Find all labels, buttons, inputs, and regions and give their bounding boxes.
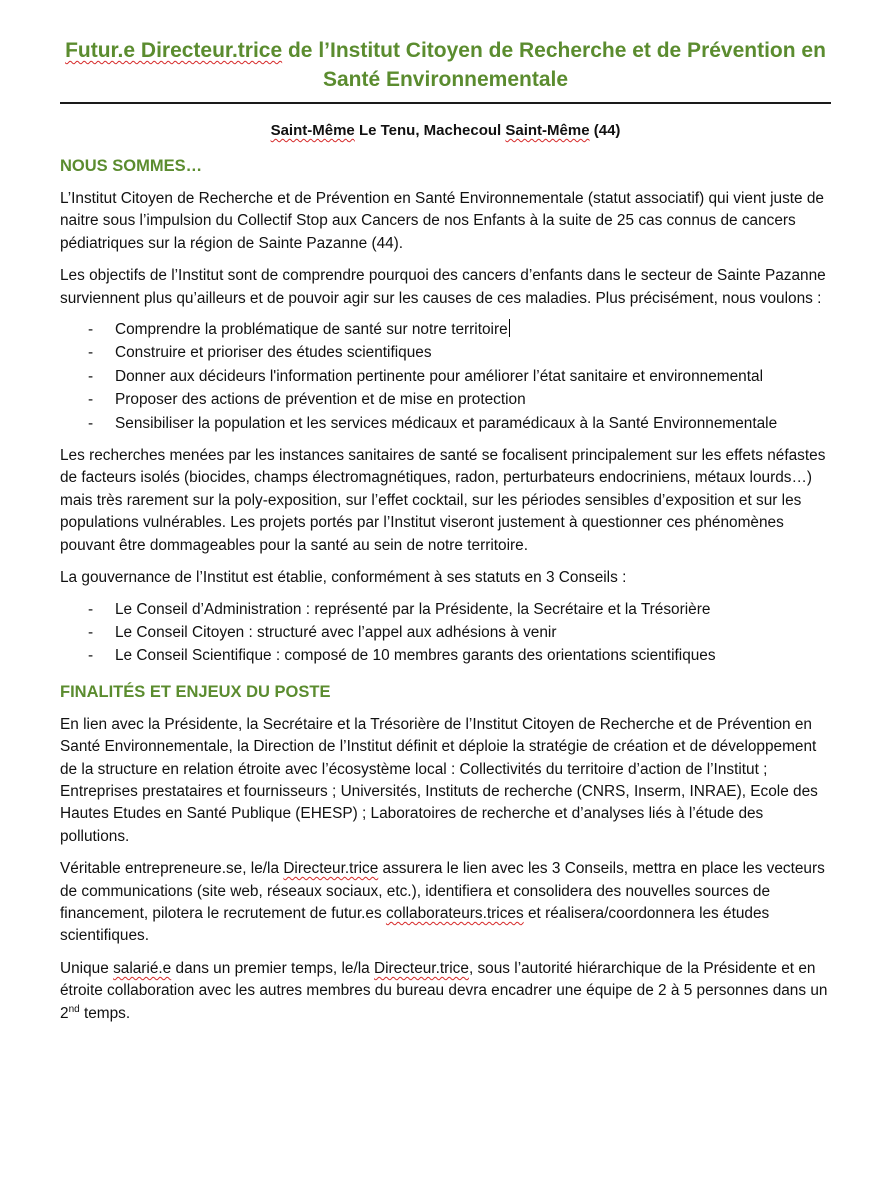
list-item-text: Construire et prioriser des études scientifiques — [115, 344, 432, 362]
text-run: et réalisera/coordonnera les études scientifiques. — [60, 904, 770, 945]
paragraph-governance: La gouvernance de l’Institut est établie, conformément à ses statuts en 3 Conseils : — [60, 569, 627, 587]
list-item — [60, 388, 831, 411]
squiggle-word: collaborateurs.trices — [385, 904, 524, 922]
text-cursor — [509, 319, 510, 337]
location-segment-3: Le Tenu, Machecoul — [354, 122, 506, 139]
text-run: Unique — [60, 959, 114, 977]
paragraph-role — [60, 858, 831, 948]
section-heading-nous-sommes: NOUS SOMMES… — [60, 157, 203, 175]
list-item-text: Sensibiliser la population et les services médicaux et paramédicaux à la Santé Environnementale — [115, 414, 778, 432]
squiggle-word: Directeur.trice — [374, 959, 469, 977]
list-item — [60, 412, 831, 435]
list-item-text: Le Conseil d’Administration : représenté par la Présidente, la Secrétaire et la Trésorière — [115, 600, 711, 618]
councils-list — [60, 598, 831, 668]
bullet-dash: - — [88, 391, 94, 409]
location-segment-1: Saint- — [270, 122, 313, 139]
location-segment-4: Saint-Même — [505, 122, 590, 139]
location-line — [60, 120, 831, 142]
text-run: assurera le lien avec les 3 Conseils, mettra en place les vecteurs de communications (site web, réseaux sociaux, etc.), identifiera et consolidera des nouvelles sources de financement, pilotera le recrutement de futur.es — [60, 860, 825, 922]
bullet-dash: - — [88, 414, 94, 432]
list-item — [60, 621, 831, 644]
list-item — [60, 365, 831, 388]
paragraph-research: Les recherches menées par les instances sanitaires de santé se focalisent principalement sur les effets néfastes de facteurs isolés (biocides, champs électromagnétiques, radon, perturbateurs endocriniens, métaux lourds…) mais très rarement sur la poly-exposition, sur l’effet cocktail, sur les périodes sensibles d’exposition et sur les populations vulnérables. Les projets portés par l’Institut viseront justement à questionner ces phénomènes pouvant être dommageables pour la santé au sein de notre territoire. — [60, 447, 826, 554]
bullet-dash: - — [88, 344, 94, 362]
list-item-text: Donner aux décideurs l'information pertinente pour améliorer l’état sanitaire et environnemental — [115, 367, 763, 385]
list-item-text: Le Conseil Citoyen : structuré avec l’appel aux adhésions à venir — [115, 623, 557, 641]
list-item-text: Proposer des actions de prévention et de mise en protection — [115, 391, 526, 409]
paragraph-team — [60, 958, 831, 1025]
list-item — [60, 341, 831, 364]
location-segment-5: (44) — [589, 122, 621, 139]
bullet-dash: - — [88, 600, 94, 618]
paragraph-mission: En lien avec la Présidente, la Secrétaire et la Trésorière de l’Institut Citoyen de Recherche et de Prévention en Santé Environnementale, la Direction de l’Institut définit et déploie la stratégie de création et de développement de la structure en relation étroite avec l’écosystème local : Collectivités du territoire d’action de l’Institut ; Entreprises prestataires et fournisseurs ; Universités, Instituts de recherche (CNRS, Inserm, INRAE), Ecole des Hautes Etudes en Santé Publique (EHESP) ; Laboratoires de recherche et d’analyses liés à l’étude des pollutions. — [60, 715, 818, 845]
section-heading-finalites: FINALITÉS ET ENJEUX DU POSTE — [60, 682, 331, 701]
text-run: temps. — [79, 1004, 131, 1022]
list-item-text: Le Conseil Scientifique : composé de 10 membres garants des orientations scientifiques — [115, 647, 716, 665]
bullet-dash: - — [88, 623, 94, 641]
list-item-text: Comprendre la problématique de santé sur notre territoire — [115, 321, 508, 339]
location-segment-2: Même — [312, 122, 355, 139]
bullet-dash: - — [88, 647, 94, 665]
title-squiggle-word: Futur.e Directeur.trice — [65, 39, 283, 62]
paragraph-intro: L’Institut Citoyen de Recherche et de Prévention en Santé Environnementale (statut associatif) qui vient juste de naitre sous l’impulsion du Collectif Stop aux Cancers de nos Enfants à la suite de 25 cas connus de cancers pédiatriques sur la région de Sainte Pazanne (44). — [60, 190, 824, 252]
objectives-list — [60, 318, 831, 435]
text-run: dans un premier temps, le/la — [171, 959, 374, 977]
squiggle-word: Directeur.trice — [283, 860, 379, 878]
list-item — [60, 644, 831, 667]
superscript-nd: nd — [68, 1003, 80, 1015]
list-item — [60, 598, 831, 621]
title-text: de l’Institut Citoyen de Recherche et de Prévention en Santé Environnementale — [282, 39, 826, 91]
paragraph-objectives: Les objectifs de l’Institut sont de comprendre pourquoi des cancers d’enfants dans le secteur de Sainte Pazanne surviennent plus qu’ailleurs et de pouvoir agir sur les causes de ces maladies. Plus précisément, nous voulons : — [60, 267, 826, 307]
text-run: , sous l’autorité hiérarchique de la Présidente et en étroite collaboration avec les autres membres du bureau devra encadrer une équipe de 2 à 5 personnes dans un 2 — [60, 959, 828, 1022]
bullet-dash: - — [88, 321, 94, 339]
document-title — [60, 36, 831, 104]
list-item[interactable] — [60, 318, 831, 341]
text-run: Véritable entrepreneure.se, le/la — [60, 860, 284, 878]
bullet-dash: - — [88, 367, 94, 385]
squiggle-word: salarié.e — [113, 959, 172, 977]
